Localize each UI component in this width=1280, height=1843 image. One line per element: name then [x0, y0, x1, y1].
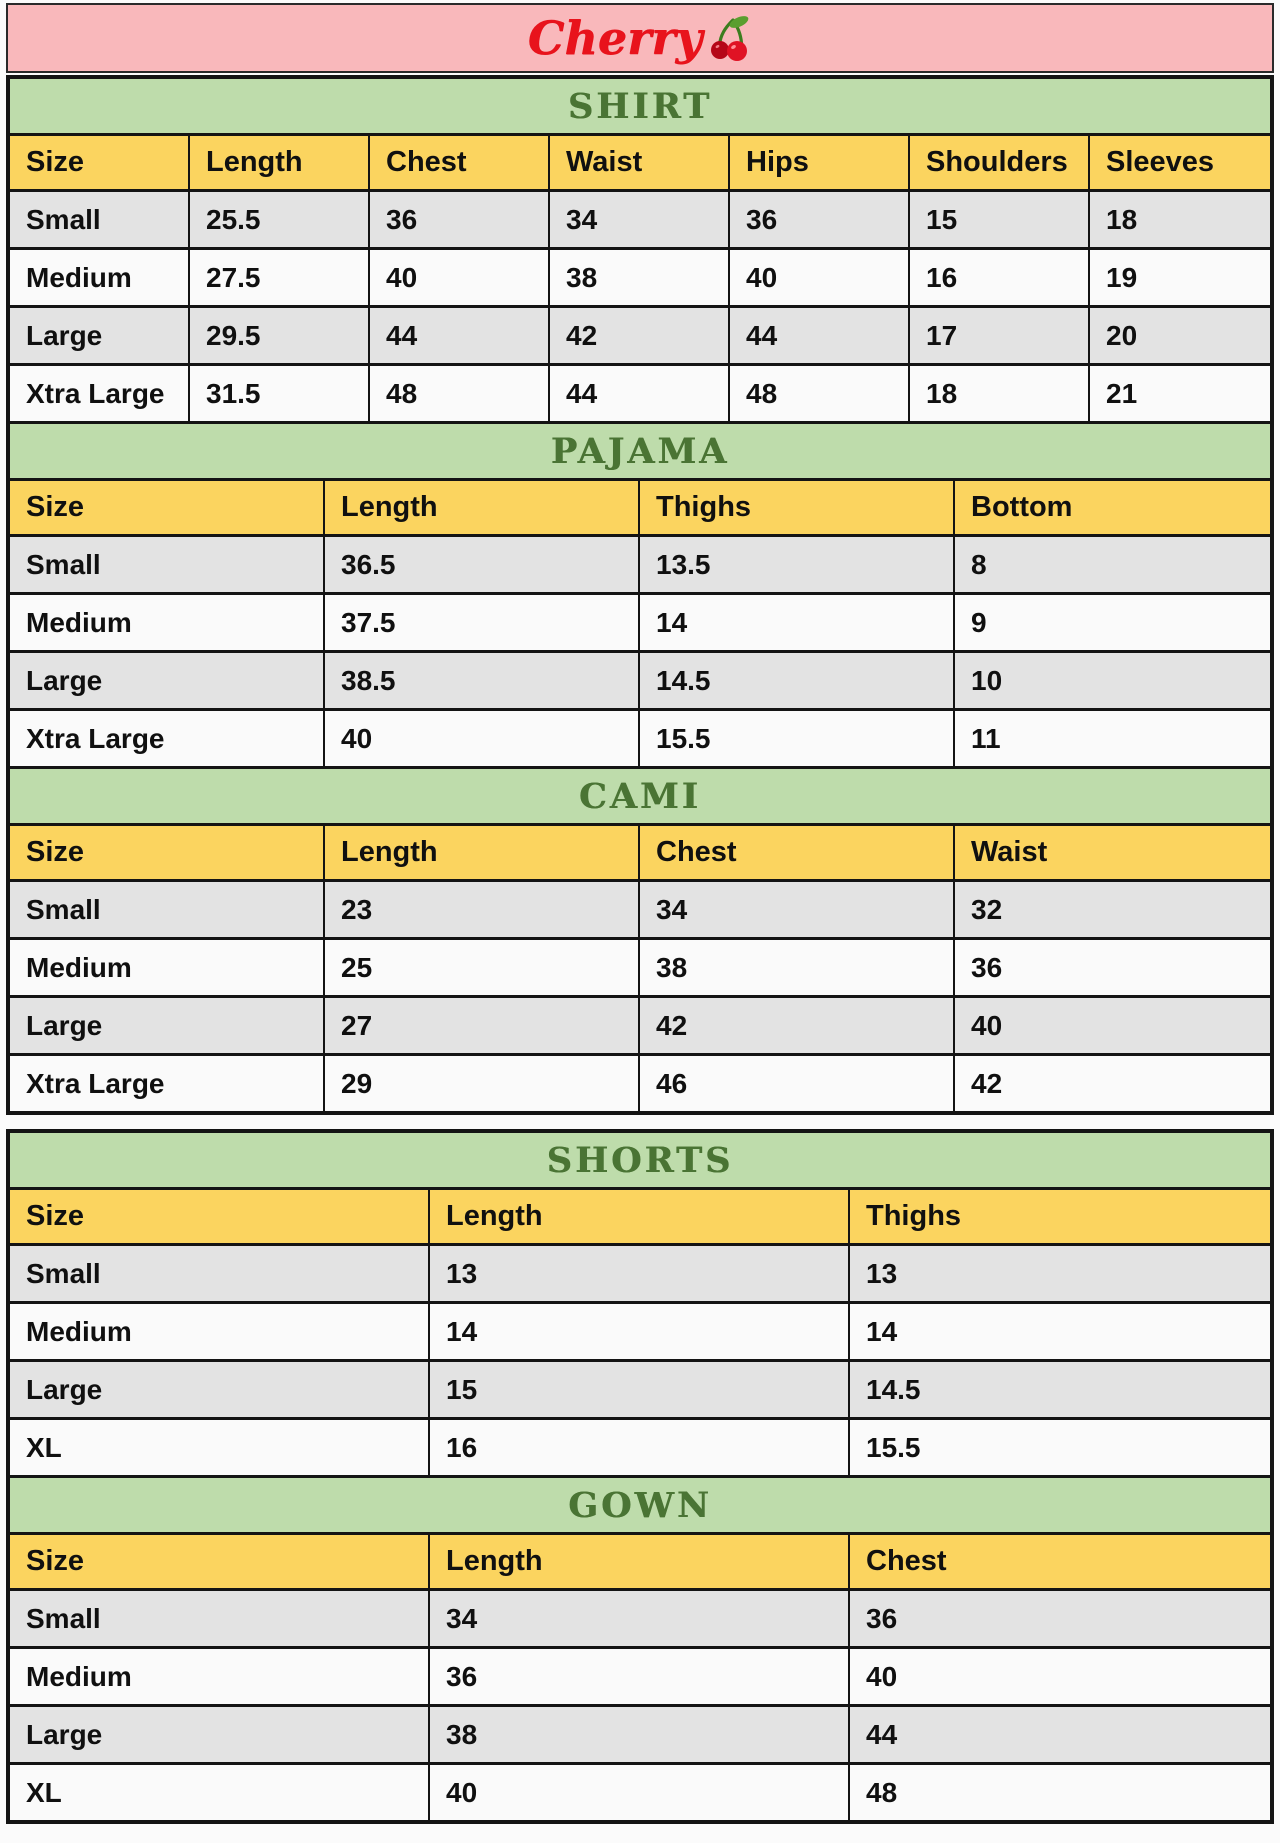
- section-title: SHIRT: [10, 79, 1270, 136]
- table-row: [10, 940, 1270, 998]
- block-divider: [0, 1115, 1280, 1129]
- section-gown: [10, 1475, 1270, 1820]
- section-title: CAMI: [10, 766, 1270, 826]
- size-cell: Medium: [10, 1649, 430, 1704]
- header-cell: Hips: [730, 136, 910, 189]
- value-cell: 14: [640, 595, 955, 650]
- value-cell: 19: [1106, 261, 1138, 293]
- table-row: [10, 1707, 1270, 1765]
- value-cell: 31.5: [190, 366, 370, 421]
- header-cell: Size: [10, 481, 325, 534]
- header-cell: Thighs: [866, 1200, 962, 1232]
- table-row: [10, 308, 1270, 366]
- value-cell: 13.5: [640, 537, 955, 592]
- value-cell: 40: [325, 711, 640, 766]
- header-cell: Size: [10, 1190, 430, 1243]
- size-cell: Large: [10, 653, 325, 708]
- table-header-row: [10, 826, 1270, 882]
- header-cell: Chest: [370, 136, 550, 189]
- value-cell: 34: [430, 1591, 850, 1646]
- header-cell: Size: [10, 826, 325, 879]
- value-cell: 14.5: [866, 1373, 921, 1405]
- value-cell: 15: [910, 192, 1090, 247]
- value-cell: 36.5: [325, 537, 640, 592]
- value-cell: 9: [971, 606, 987, 638]
- header-cell: Length: [325, 481, 640, 534]
- value-cell: 16: [910, 250, 1090, 305]
- section-shorts: [10, 1133, 1270, 1475]
- value-cell: 42: [640, 998, 955, 1053]
- size-cell: Large: [10, 308, 190, 363]
- value-cell: 42: [971, 1067, 1003, 1099]
- table-header-row: [10, 1190, 1270, 1246]
- value-cell: 20: [1106, 319, 1138, 351]
- size-cell: Small: [10, 1591, 430, 1646]
- header-cell: Size: [10, 1535, 430, 1588]
- table-row: [10, 1246, 1270, 1304]
- table-header-row: [10, 136, 1270, 192]
- value-cell: 36: [866, 1602, 898, 1634]
- size-cell: Small: [10, 192, 190, 247]
- value-cell: 40: [370, 250, 550, 305]
- table-header-row: [10, 481, 1270, 537]
- header-cell: Size: [10, 136, 190, 189]
- header-cell: Length: [430, 1535, 850, 1588]
- table-row: [10, 1591, 1270, 1649]
- size-cell: Xtra Large: [10, 366, 190, 421]
- value-cell: 13: [430, 1246, 850, 1301]
- value-cell: 15: [430, 1362, 850, 1417]
- value-cell: 14: [430, 1304, 850, 1359]
- value-cell: 11: [971, 722, 1001, 754]
- value-cell: 17: [910, 308, 1090, 363]
- size-cell: Medium: [10, 250, 190, 305]
- size-cell: Xtra Large: [10, 711, 325, 766]
- value-cell: 15.5: [640, 711, 955, 766]
- size-chart-page: [0, 3, 1280, 1843]
- size-chart-block-1: [6, 75, 1274, 1115]
- table-row: [10, 882, 1270, 940]
- value-cell: 42: [550, 308, 730, 363]
- value-cell: 44: [550, 366, 730, 421]
- value-cell: 40: [971, 1009, 1003, 1041]
- value-cell: 48: [730, 366, 910, 421]
- table-row: [10, 1304, 1270, 1362]
- size-cell: Xtra Large: [10, 1056, 325, 1111]
- brand-title: Cherry: [527, 11, 703, 65]
- section-pajama: [10, 421, 1270, 766]
- value-cell: 27: [325, 998, 640, 1053]
- table-row: [10, 192, 1270, 250]
- value-cell: 34: [640, 882, 955, 937]
- value-cell: 14: [866, 1315, 898, 1347]
- value-cell: 44: [866, 1718, 898, 1750]
- table-row: [10, 595, 1270, 653]
- section-title: PAJAMA: [10, 421, 1270, 481]
- value-cell: 38.5: [325, 653, 640, 708]
- header-cell: Sleeves: [1106, 146, 1215, 178]
- value-cell: 37.5: [325, 595, 640, 650]
- section-title: SHORTS: [10, 1133, 1270, 1190]
- header-cell: Length: [190, 136, 370, 189]
- table-row: [10, 250, 1270, 308]
- value-cell: 25.5: [190, 192, 370, 247]
- size-cell: Small: [10, 537, 325, 592]
- value-cell: 40: [430, 1765, 850, 1820]
- value-cell: 48: [370, 366, 550, 421]
- header-cell: Length: [430, 1190, 850, 1243]
- value-cell: 25: [325, 940, 640, 995]
- table-row: [10, 653, 1270, 711]
- size-cell: Large: [10, 1707, 430, 1762]
- value-cell: 10: [971, 664, 1003, 696]
- size-cell: Large: [10, 998, 325, 1053]
- header-cell: Thighs: [640, 481, 955, 534]
- table-row: [10, 1056, 1270, 1111]
- size-cell: Small: [10, 1246, 430, 1301]
- header-cell: Chest: [640, 826, 955, 879]
- table-row: [10, 1649, 1270, 1707]
- value-cell: 36: [370, 192, 550, 247]
- value-cell: 40: [866, 1660, 898, 1692]
- value-cell: 18: [1106, 203, 1138, 235]
- value-cell: 36: [730, 192, 910, 247]
- value-cell: 38: [550, 250, 730, 305]
- header-cell: Bottom: [971, 491, 1073, 523]
- value-cell: 21: [1106, 377, 1138, 409]
- brand-banner: [6, 3, 1274, 73]
- header-cell: Chest: [866, 1545, 947, 1577]
- size-cell: Medium: [10, 595, 325, 650]
- header-cell: Shoulders: [910, 136, 1090, 189]
- section-shirt: [10, 79, 1270, 421]
- size-cell: Large: [10, 1362, 430, 1417]
- size-cell: Small: [10, 882, 325, 937]
- table-row: [10, 537, 1270, 595]
- size-cell: XL: [10, 1765, 430, 1820]
- value-cell: 18: [910, 366, 1090, 421]
- table-header-row: [10, 1535, 1270, 1591]
- value-cell: 36: [430, 1649, 850, 1704]
- value-cell: 29: [325, 1056, 640, 1111]
- value-cell: 27.5: [190, 250, 370, 305]
- size-cell: Medium: [10, 940, 325, 995]
- value-cell: 34: [550, 192, 730, 247]
- value-cell: 40: [730, 250, 910, 305]
- cherry-icon: [710, 14, 752, 62]
- table-row: [10, 366, 1270, 421]
- value-cell: 8: [971, 548, 987, 580]
- value-cell: 38: [640, 940, 955, 995]
- value-cell: 48: [866, 1776, 898, 1808]
- value-cell: 15.5: [866, 1431, 921, 1463]
- value-cell: 16: [430, 1420, 850, 1475]
- table-row: [10, 711, 1270, 766]
- value-cell: 13: [866, 1257, 898, 1289]
- table-row: [10, 998, 1270, 1056]
- section-title: GOWN: [10, 1475, 1270, 1535]
- value-cell: 14.5: [640, 653, 955, 708]
- value-cell: 44: [730, 308, 910, 363]
- value-cell: 32: [971, 893, 1003, 925]
- table-row: [10, 1362, 1270, 1420]
- size-chart-block-2: [6, 1129, 1274, 1824]
- value-cell: 38: [430, 1707, 850, 1762]
- table-row: [10, 1420, 1270, 1475]
- value-cell: 46: [640, 1056, 955, 1111]
- size-cell: Medium: [10, 1304, 430, 1359]
- value-cell: 36: [971, 951, 1003, 983]
- value-cell: 23: [325, 882, 640, 937]
- header-cell: Length: [325, 826, 640, 879]
- header-cell: Waist: [550, 136, 730, 189]
- section-cami: [10, 766, 1270, 1111]
- value-cell: 44: [370, 308, 550, 363]
- value-cell: 29.5: [190, 308, 370, 363]
- header-cell: Waist: [971, 836, 1048, 868]
- size-cell: XL: [10, 1420, 430, 1475]
- table-row: [10, 1765, 1270, 1820]
